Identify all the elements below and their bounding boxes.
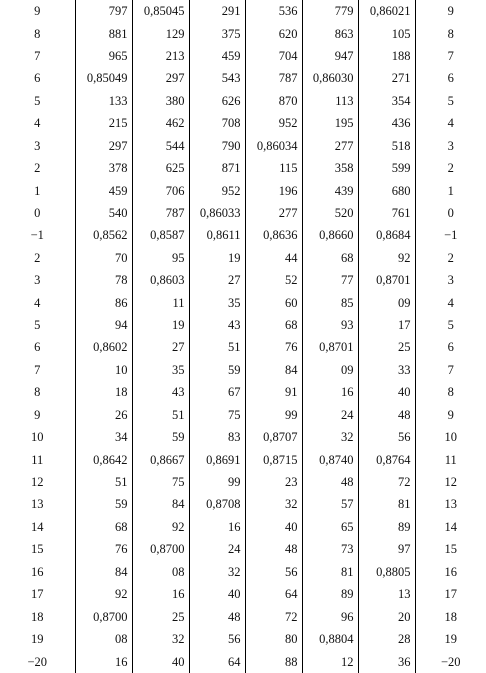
table-cell: 59 xyxy=(189,359,245,381)
row-argument-right: 10 xyxy=(415,426,486,448)
table-cell: 24 xyxy=(302,404,358,426)
table-cell: 0,8660 xyxy=(302,224,358,246)
row-argument-right: 2 xyxy=(415,247,486,269)
table-cell: 0,8587 xyxy=(132,224,189,246)
table-cell: 99 xyxy=(245,404,302,426)
table-cell: 77 xyxy=(302,269,358,291)
table-cell: 91 xyxy=(245,381,302,403)
table-row xyxy=(0,157,486,179)
row-argument-left: 17 xyxy=(31,587,44,602)
table-cell: 863 xyxy=(302,22,358,44)
table-cell: 59 xyxy=(75,493,132,515)
table-cell: 08 xyxy=(132,561,189,583)
row-argument-right: 5 xyxy=(415,90,486,112)
table-cell: 32 xyxy=(302,426,358,448)
row-argument-left: 8 xyxy=(34,385,41,400)
row-argument-right: 18 xyxy=(415,605,486,627)
table-cell: 16 xyxy=(302,381,358,403)
table-cell: 518 xyxy=(358,135,415,157)
table-cell: 35 xyxy=(132,359,189,381)
row-argument-left: 2 xyxy=(34,161,41,176)
table-cell: 462 xyxy=(132,112,189,134)
table-cell: 64 xyxy=(245,583,302,605)
table-cell: 0,86021 xyxy=(358,0,415,22)
table-cell: 24 xyxy=(189,538,245,560)
row-argument-right: 4 xyxy=(415,291,486,313)
table-cell: 81 xyxy=(358,493,415,515)
table-cell: 0,8740 xyxy=(302,448,358,470)
row-argument-left: 13 xyxy=(31,497,44,512)
row-argument-left: −20 xyxy=(27,654,48,669)
table-cell: 56 xyxy=(245,561,302,583)
row-argument-left: 3 xyxy=(34,138,41,153)
table-row xyxy=(0,202,486,224)
table-row xyxy=(0,538,486,560)
table-row xyxy=(0,247,486,269)
table-cell: 32 xyxy=(245,493,302,515)
table-row xyxy=(0,314,486,336)
table-cell: 378 xyxy=(75,157,132,179)
table-cell: 93 xyxy=(302,314,358,336)
table-cell: 51 xyxy=(132,404,189,426)
row-argument-left: 1 xyxy=(34,183,41,198)
table-cell: 297 xyxy=(132,67,189,89)
table-cell: 0,8684 xyxy=(358,224,415,246)
table-cell: 277 xyxy=(245,202,302,224)
table-row xyxy=(0,650,486,673)
table-cell: 520 xyxy=(302,202,358,224)
table-cell: 787 xyxy=(132,202,189,224)
table-cell: 70 xyxy=(75,247,132,269)
table-row xyxy=(0,224,486,246)
table-cell: 0,8602 xyxy=(75,336,132,358)
table-cell: 0,8701 xyxy=(302,336,358,358)
table-cell: 0,8636 xyxy=(245,224,302,246)
table-cell: 706 xyxy=(132,179,189,201)
table-cell: 0,85045 xyxy=(132,0,189,22)
row-argument-right: 4 xyxy=(415,112,486,134)
table-cell: 59 xyxy=(132,426,189,448)
table-cell: 78 xyxy=(75,269,132,291)
table-cell: 790 xyxy=(189,135,245,157)
table-cell: 277 xyxy=(302,135,358,157)
table-cell: 271 xyxy=(358,67,415,89)
table-cell: 89 xyxy=(358,516,415,538)
table-cell: 188 xyxy=(358,45,415,67)
table-row xyxy=(0,22,486,44)
table-cell: 35 xyxy=(189,291,245,313)
table-cell: 0,86030 xyxy=(302,67,358,89)
row-argument-right: 1 xyxy=(415,179,486,201)
row-argument-right: 2 xyxy=(415,157,486,179)
table-cell: 0,85049 xyxy=(75,67,132,89)
table-cell: 92 xyxy=(75,583,132,605)
table-cell: 12 xyxy=(302,650,358,673)
row-argument-right: 19 xyxy=(415,628,486,650)
table-cell: 40 xyxy=(189,583,245,605)
table-cell: 544 xyxy=(132,135,189,157)
table-cell: 92 xyxy=(358,247,415,269)
table-cell: 36 xyxy=(358,650,415,673)
table-cell: 870 xyxy=(245,90,302,112)
table-cell: 19 xyxy=(132,314,189,336)
table-cell: 85 xyxy=(302,291,358,313)
table-cell: 0,8691 xyxy=(189,448,245,470)
table-cell: 19 xyxy=(189,247,245,269)
table-row xyxy=(0,426,486,448)
table-row xyxy=(0,493,486,515)
row-argument-left: 9 xyxy=(34,4,41,19)
row-argument-left: 8 xyxy=(34,26,41,41)
table-cell: 215 xyxy=(75,112,132,134)
table-cell: 459 xyxy=(75,179,132,201)
table-cell: 76 xyxy=(245,336,302,358)
row-argument-right: 16 xyxy=(415,561,486,583)
table-cell: 0,8804 xyxy=(302,628,358,650)
table-cell: 68 xyxy=(302,247,358,269)
table-cell: 291 xyxy=(189,0,245,22)
table-cell: 32 xyxy=(132,628,189,650)
table-cell: 33 xyxy=(358,359,415,381)
table-cell: 439 xyxy=(302,179,358,201)
table-row xyxy=(0,45,486,67)
table-row xyxy=(0,269,486,291)
table-cell: 99 xyxy=(189,471,245,493)
table-cell: 57 xyxy=(302,493,358,515)
row-argument-left: 0 xyxy=(34,205,41,220)
table-row xyxy=(0,179,486,201)
table-cell: 787 xyxy=(245,67,302,89)
table-cell: 09 xyxy=(302,359,358,381)
row-argument-right: 13 xyxy=(415,493,486,515)
table-cell: 0,8708 xyxy=(189,493,245,515)
table-cell: 27 xyxy=(132,336,189,358)
table-row xyxy=(0,0,486,22)
table-cell: 129 xyxy=(132,22,189,44)
table-cell: 97 xyxy=(358,538,415,560)
table-cell: 23 xyxy=(245,471,302,493)
table-cell: 680 xyxy=(358,179,415,201)
row-argument-right: 3 xyxy=(415,269,486,291)
table-cell: 10 xyxy=(75,359,132,381)
table-cell: 94 xyxy=(75,314,132,336)
table-cell: 115 xyxy=(245,157,302,179)
row-argument-left: 6 xyxy=(34,71,41,86)
table-cell: 86 xyxy=(75,291,132,313)
row-argument-right: 12 xyxy=(415,471,486,493)
table-cell: 0,8667 xyxy=(132,448,189,470)
table-cell: 952 xyxy=(189,179,245,201)
table-cell: 0,8764 xyxy=(358,448,415,470)
table-cell: 375 xyxy=(189,22,245,44)
row-argument-right: 8 xyxy=(415,22,486,44)
table-cell: 68 xyxy=(245,314,302,336)
row-argument-right: 17 xyxy=(415,583,486,605)
table-cell: 0,8562 xyxy=(75,224,132,246)
table-cell: 75 xyxy=(132,471,189,493)
row-argument-right: 15 xyxy=(415,538,486,560)
table-cell: 68 xyxy=(75,516,132,538)
table-cell: 40 xyxy=(132,650,189,673)
table-cell: 599 xyxy=(358,157,415,179)
table-cell: 09 xyxy=(358,291,415,313)
table-cell: 0,86033 xyxy=(189,202,245,224)
table-cell: 51 xyxy=(75,471,132,493)
table-row xyxy=(0,90,486,112)
table-cell: 543 xyxy=(189,67,245,89)
row-argument-left: 5 xyxy=(34,318,41,333)
table-cell: 380 xyxy=(132,90,189,112)
table-cell: 113 xyxy=(302,90,358,112)
row-argument-left: 7 xyxy=(34,49,41,63)
row-argument-left: 4 xyxy=(34,116,41,131)
row-argument-right: 5 xyxy=(415,314,486,336)
row-argument-left: 4 xyxy=(34,295,41,310)
table-cell: 13 xyxy=(358,583,415,605)
row-argument-right: 9 xyxy=(415,0,486,22)
table-row xyxy=(0,112,486,134)
table-cell: 84 xyxy=(75,561,132,583)
row-argument-left: 12 xyxy=(31,475,44,490)
table-cell: 0,86034 xyxy=(245,135,302,157)
table-row xyxy=(0,628,486,650)
table-cell: 0,8611 xyxy=(189,224,245,246)
table-cell: 72 xyxy=(245,605,302,627)
table-cell: 133 xyxy=(75,90,132,112)
table-cell: 881 xyxy=(75,22,132,44)
table-cell: 16 xyxy=(189,516,245,538)
table-cell: 34 xyxy=(75,426,132,448)
table-cell: 761 xyxy=(358,202,415,224)
table-cell: 64 xyxy=(189,650,245,673)
table-cell: 620 xyxy=(245,22,302,44)
row-argument-left: −1 xyxy=(30,228,44,243)
table-cell: 52 xyxy=(245,269,302,291)
table-cell: 60 xyxy=(245,291,302,313)
table-cell: 797 xyxy=(75,0,132,22)
table-cell: 0,8642 xyxy=(75,448,132,470)
table-row xyxy=(0,404,486,426)
table-cell: 89 xyxy=(302,583,358,605)
table-cell: 43 xyxy=(189,314,245,336)
table-cell: 625 xyxy=(132,157,189,179)
table-cell: 358 xyxy=(302,157,358,179)
table-cell: 88 xyxy=(245,650,302,673)
table-cell: 0,8603 xyxy=(132,269,189,291)
table-cell: 540 xyxy=(75,202,132,224)
table-cell: 11 xyxy=(132,291,189,313)
row-argument-left: 11 xyxy=(31,452,44,467)
table-cell: 48 xyxy=(358,404,415,426)
row-argument-right: 14 xyxy=(415,516,486,538)
table-cell: 84 xyxy=(245,359,302,381)
row-argument-right: 9 xyxy=(415,404,486,426)
table-cell: 965 xyxy=(75,45,132,67)
row-argument-right: 7 xyxy=(415,45,486,67)
table-cell: 40 xyxy=(245,516,302,538)
table-cell: 72 xyxy=(358,471,415,493)
table-cell: 80 xyxy=(245,628,302,650)
table-cell: 83 xyxy=(189,426,245,448)
row-argument-left: 10 xyxy=(31,430,44,445)
row-argument-left: 6 xyxy=(34,340,41,355)
table-cell: 105 xyxy=(358,22,415,44)
table-cell: 75 xyxy=(189,404,245,426)
row-argument-left: 7 xyxy=(34,362,41,377)
row-argument-left: 2 xyxy=(34,250,41,265)
table-cell: 0,8701 xyxy=(358,269,415,291)
row-argument-right: −1 xyxy=(415,224,486,246)
table-cell: 0,8707 xyxy=(245,426,302,448)
table-cell: 25 xyxy=(358,336,415,358)
row-argument-right: 0 xyxy=(415,202,486,224)
table-cell: 73 xyxy=(302,538,358,560)
table-row xyxy=(0,583,486,605)
table-cell: 708 xyxy=(189,112,245,134)
table-cell: 18 xyxy=(75,381,132,403)
row-argument-right: 7 xyxy=(415,359,486,381)
table-cell: 297 xyxy=(75,135,132,157)
table-row xyxy=(0,381,486,403)
table-cell: 65 xyxy=(302,516,358,538)
table-cell: 08 xyxy=(75,628,132,650)
table-cell: 947 xyxy=(302,45,358,67)
table-row xyxy=(0,561,486,583)
table-cell: 56 xyxy=(189,628,245,650)
table-cell: 459 xyxy=(189,45,245,67)
table-cell: 48 xyxy=(245,538,302,560)
table-row xyxy=(0,605,486,627)
table-cell: 354 xyxy=(358,90,415,112)
row-argument-right: 3 xyxy=(415,135,486,157)
table-row xyxy=(0,359,486,381)
row-argument-left: 9 xyxy=(34,407,41,422)
row-argument-right: 8 xyxy=(415,381,486,403)
table-row xyxy=(0,291,486,313)
row-argument-left: 18 xyxy=(31,609,44,624)
table-cell: 0,8700 xyxy=(132,538,189,560)
table-row xyxy=(0,516,486,538)
table-cell: 27 xyxy=(189,269,245,291)
row-argument-right: 6 xyxy=(415,67,486,89)
table-cell: 536 xyxy=(245,0,302,22)
table-row xyxy=(0,471,486,493)
table-cell: 17 xyxy=(358,314,415,336)
table-cell: 92 xyxy=(132,516,189,538)
table-cell: 28 xyxy=(358,628,415,650)
table-cell: 436 xyxy=(358,112,415,134)
table-cell: 16 xyxy=(75,650,132,673)
table-cell: 0,8805 xyxy=(358,561,415,583)
table-cell: 195 xyxy=(302,112,358,134)
table-cell: 871 xyxy=(189,157,245,179)
table-cell: 25 xyxy=(132,605,189,627)
table-cell: 196 xyxy=(245,179,302,201)
row-argument-left: 5 xyxy=(34,93,41,108)
row-argument-right: 11 xyxy=(415,448,486,470)
row-argument-left: 3 xyxy=(34,273,41,288)
table-cell: 51 xyxy=(189,336,245,358)
table-row xyxy=(0,135,486,157)
row-argument-left: 14 xyxy=(31,519,44,534)
row-argument-right: −20 xyxy=(415,650,486,673)
row-argument-left: 16 xyxy=(31,564,44,579)
table-cell: 67 xyxy=(189,381,245,403)
table-cell: 43 xyxy=(132,381,189,403)
table-cell: 48 xyxy=(302,471,358,493)
table-cell: 952 xyxy=(245,112,302,134)
table-cell: 48 xyxy=(189,605,245,627)
table-cell: 81 xyxy=(302,561,358,583)
row-argument-right: 6 xyxy=(415,336,486,358)
table-row xyxy=(0,448,486,470)
table-cell: 20 xyxy=(358,605,415,627)
table-cell: 84 xyxy=(132,493,189,515)
table-cell: 626 xyxy=(189,90,245,112)
table-cell: 44 xyxy=(245,247,302,269)
table-cell: 95 xyxy=(132,247,189,269)
row-argument-left: 19 xyxy=(31,631,44,646)
table-cell: 76 xyxy=(75,538,132,560)
table-cell: 26 xyxy=(75,404,132,426)
table-cell: 40 xyxy=(358,381,415,403)
table-cell: 96 xyxy=(302,605,358,627)
table-cell: 213 xyxy=(132,45,189,67)
table-cell: 779 xyxy=(302,0,358,22)
table-cell: 704 xyxy=(245,45,302,67)
row-argument-left: 15 xyxy=(31,542,44,557)
table-cell: 56 xyxy=(358,426,415,448)
table-cell: 16 xyxy=(132,583,189,605)
table-row xyxy=(0,67,486,89)
table-cell: 0,8715 xyxy=(245,448,302,470)
table-cell: 32 xyxy=(189,561,245,583)
table-cell: 0,8700 xyxy=(75,605,132,627)
table-row xyxy=(0,336,486,358)
